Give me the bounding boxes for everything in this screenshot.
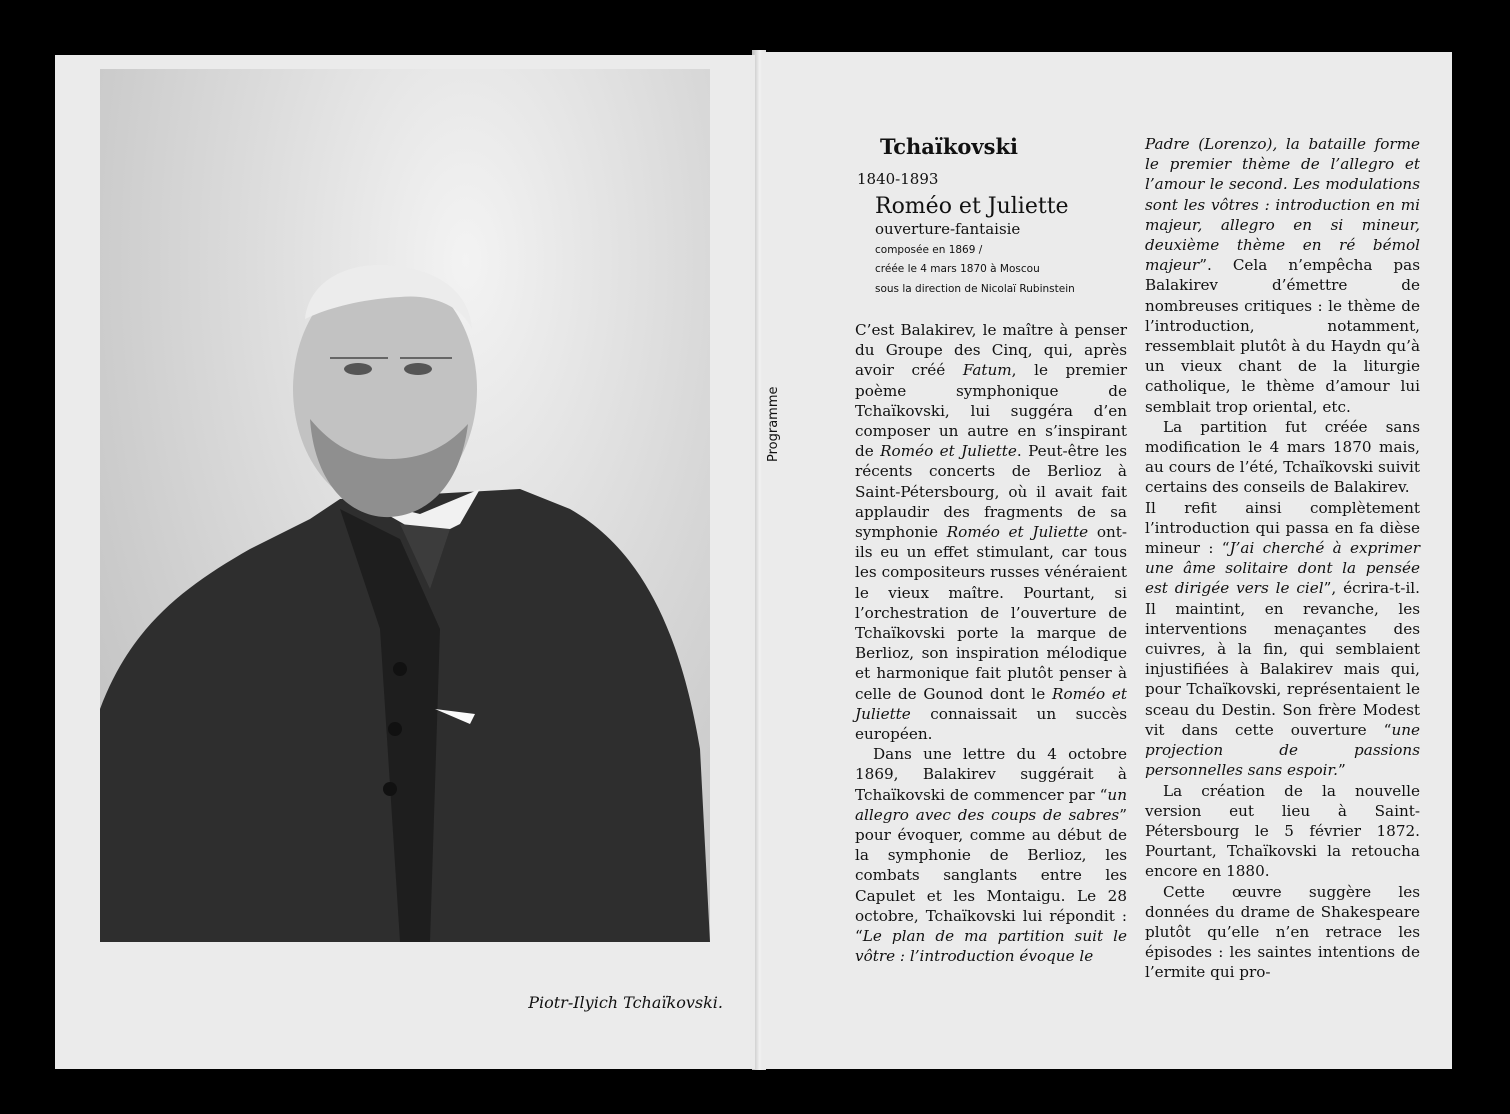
portrait-illustration	[100, 69, 710, 942]
right-page	[762, 52, 1452, 1069]
text-column-right	[1145, 134, 1420, 983]
paragraph: Dans une lettre du 4 octobre 1869, Balakirev suggérait à Tchaïkovski de commencer par “un allegro avec des coups de sabres” pour évoquer, comme au début de la symphonie de Berlioz, les combats sanglants entre les Capulet et les Montaigu. Le 28 octobre, Tchaïkovski lui répondit : “Le plan de ma partition suit le vôtre : l’introduction évoque le	[855, 745, 1127, 966]
premiere-note: sous la direction de Nicolaï Rubinstein	[875, 283, 1075, 295]
left-page	[55, 55, 755, 1069]
work-subtitle: ouverture-fantaisie	[875, 220, 1021, 238]
paragraph: La création de la nouvelle version eut lieu à Saint-Pétersbourg le 5 février 1872. Pourtant, Tchaïkovski la retoucha encore en 1880.	[1145, 781, 1420, 881]
paragraph: C’est Balakirev, le maître à penser du Groupe des Cinq, qui, après avoir créé Fatum, le premier poème symphonique de Tchaïkovski, lui suggéra d’en composer un autre en s’inspirant de Roméo et Juliette. Peut-être les récents concerts de Berlioz à Saint-Pétersbourg, où il avait fait applaudir des fragments de sa symphonie Roméo et Juliette ont-ils eu un effet stimulant, car tous les compositeurs russes vénéraient le vieux maître. Pourtant, si l’orchestration de l’ouverture de Tchaïkovski porte la marque de Berlioz, son inspiration mélodique et harmonique fait plutôt penser à celle de Gounod dont le Roméo et Juliette connaissait un succès européen.	[855, 321, 1127, 744]
paragraph: Il refit ainsi complètement l’introduction qui passa en fa dièse mineur : “J’ai cherché à exprimer une âme solitaire dont la pensée est dirigée vers le ciel”, écrira-t-il. Il maintint, en revanche, les interventions menaçantes des cuivres, à la fin, qui semblaient injustifiées à Balakirev mais qui, pour Tchaïkovski, représentaient le sceau du Destin. Son frère Modest vit dans cette ouverture “une projection de passions personnelles sans espoir.”	[1145, 498, 1421, 780]
paragraph: Padre (Lorenzo), la bataille forme le premier thème de l’allegro et l’amour le second. Les modulations sont les vôtres : introduction en mi majeur, allegro en si mineur, deuxième thème en ré bémol majeur”. Cela n’empêcha pas Balakirev d’émettre de nombreuses critiques : le thème de l’introduction, notamment, ressemblait plutôt à du Haydn qu’à un vieux chant de la liturgie catholique, le thème d’amour lui semblait trop oriental, etc.	[1145, 135, 1420, 416]
portrait-photo	[100, 69, 710, 942]
paragraph: Cette œuvre suggère les données du drame de Shakespeare plutôt qu’elle n’en retrace les épisodes : les saintes intentions de l’ermite qui pro-	[1145, 882, 1420, 982]
section-label: Programme	[766, 386, 781, 462]
composer-dates: 1840-1893	[857, 170, 939, 188]
text-column-left	[855, 320, 1127, 967]
paragraph: La partition fut créée sans modification le 4 mars 1870 mais, au cours de l’été, Tchaïkovski suivit certains des conseils de Balakirev.	[1145, 417, 1420, 497]
composer-name: Tchaïkovski	[880, 134, 1018, 159]
premiere-note: composée en 1869 /	[875, 244, 983, 256]
work-title: Roméo et Juliette	[875, 194, 1069, 219]
premiere-note: créée le 4 mars 1870 à Moscou	[875, 263, 1040, 275]
photo-caption: Piotr-Ilyich Tchaïkovski.	[528, 993, 723, 1012]
